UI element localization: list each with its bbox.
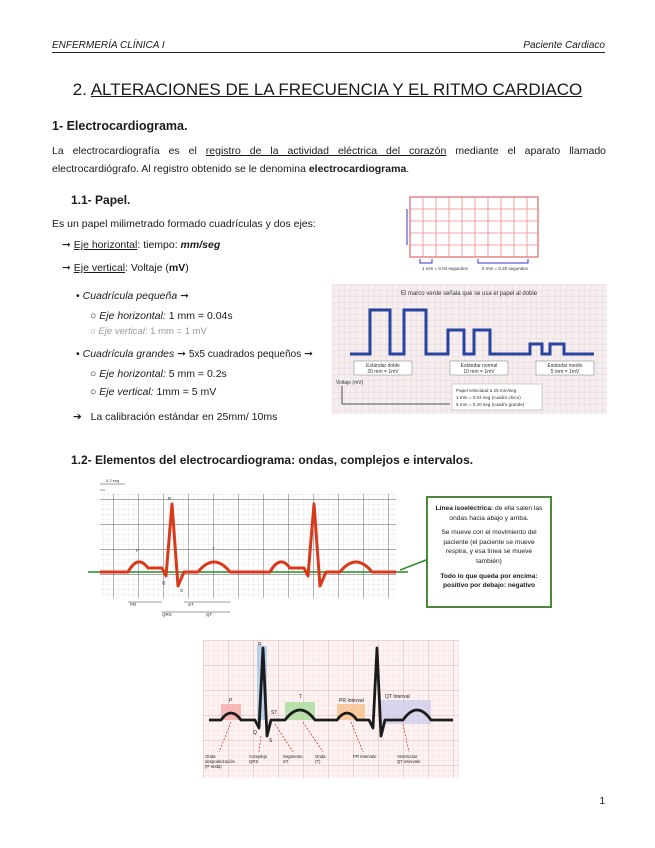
wave-label-t: T bbox=[212, 546, 215, 551]
paper-right-label: 5 mm = 0.20 segundos bbox=[482, 266, 528, 271]
label-t: T bbox=[299, 694, 303, 700]
section-1-1-heading: 1.1- Papel. bbox=[71, 193, 131, 207]
arrow-icon: ➞ bbox=[62, 239, 71, 251]
svg-text:QRS: QRS bbox=[249, 759, 259, 764]
svg-text:Ventricular: Ventricular bbox=[397, 754, 418, 759]
callout-connector bbox=[400, 556, 430, 576]
svg-text:5 mm = 1mV: 5 mm = 1mV bbox=[550, 369, 580, 375]
calib-box-1: Estándar doble bbox=[366, 363, 400, 369]
interval-qrs: QRS bbox=[162, 612, 172, 617]
interval-st: ST bbox=[188, 602, 194, 607]
section-1-2-heading: 1.2- Elementos del electrocardiograma: ondas, complejos e intervalos. bbox=[71, 453, 474, 467]
calib-box-3: Estándar medio bbox=[547, 363, 583, 369]
svg-text:0.2 seg: 0.2 seg bbox=[106, 478, 120, 483]
svg-text:despolarización: despolarización bbox=[205, 759, 235, 764]
arrow-right-icon: ➔ bbox=[73, 411, 82, 423]
axis-vertical-line: ➞ Eje vertical: Voltaje (mV) bbox=[62, 262, 189, 274]
ecg-waves-figure bbox=[203, 640, 459, 778]
arrow-icon: ➞ bbox=[177, 348, 186, 360]
wave-label-r: R bbox=[168, 496, 172, 501]
bullet-icon: • bbox=[76, 290, 80, 302]
calib-left-label: Voltaje (mV) bbox=[336, 380, 364, 386]
section-1-paragraph: La electrocardiografía es el registro de la actividad eléctrica del corazón mediante el aparato llamado electrocardiógrafo. Al registro obtenido se le denomina electrocardiograma. bbox=[52, 145, 606, 175]
wave-label-p: P bbox=[136, 548, 140, 553]
big-grid-horizontal: ○ Eje horizontal: 5 mm = 0.2s bbox=[90, 368, 227, 380]
svg-text:5 mm = 0.20 seg (cuadro grande: 5 mm = 0.20 seg (cuadro grande) bbox=[456, 402, 525, 407]
svg-text:PR intervalo: PR intervalo bbox=[353, 754, 377, 759]
label-pr: PR Interval bbox=[339, 698, 364, 704]
big-grid-vertical: ○ Eje vertical: 1mm = 5 mV bbox=[90, 386, 217, 398]
label-s: S bbox=[269, 738, 273, 744]
svg-text:20 mm = 1mV: 20 mm = 1mV bbox=[367, 369, 399, 375]
paper-intro: Es un papel milimetrado formado cuadrículas y dos ejes: bbox=[52, 218, 316, 230]
arrow-icon: ➞ bbox=[62, 262, 71, 274]
circle-bullet-icon: ○ bbox=[90, 386, 97, 398]
circle-bullet-icon: ○ bbox=[90, 310, 97, 322]
svg-text:(T): (T) bbox=[315, 759, 321, 764]
svg-text:Onda: Onda bbox=[205, 754, 216, 759]
arrow-icon: ➞ bbox=[304, 348, 313, 360]
svg-text:10 mm = 1mV: 10 mm = 1mV bbox=[463, 369, 495, 375]
svg-text:QT intervalo: QT intervalo bbox=[397, 759, 421, 764]
calibration-note: ➔ La calibración estándar en 25mm/ 10ms bbox=[73, 411, 278, 423]
interval-pr: PR bbox=[130, 602, 137, 607]
svg-text:1 mm = 0.04 seg (cuadro chico): 1 mm = 0.04 seg (cuadro chico) bbox=[456, 395, 521, 400]
small-grid-item: • Cuadrícula pequeña ➞ bbox=[76, 290, 189, 302]
calib-bottom-label: Papel velocidad a 25 mm/seg bbox=[456, 388, 517, 393]
arrow-icon: ➞ bbox=[180, 290, 189, 302]
calib-box-2: Estándar normal bbox=[460, 363, 498, 369]
page-title: 2. ALTERACIONES DE LA FRECUENCIA Y EL RITMO CARDIACO bbox=[72, 80, 583, 99]
paper-grid-figure bbox=[404, 195, 542, 273]
isoelectric-callout: Línea isoeléctrica: de ella salen las ondas hacia abajo y arriba. Se mueve con el movimiento del paciente (el paciente se mueve respira, y esa línea se mueve también) Todo lo que queda por encima: positivo por debajo: negativo bbox=[426, 496, 552, 608]
bullet-icon: • bbox=[76, 348, 80, 360]
small-grid-horizontal: ○ Eje horizontal: 1 mm = 0.04s bbox=[90, 310, 233, 322]
svg-text:Segmento: Segmento bbox=[283, 754, 303, 759]
axis-horizontal-line: ➞ Eje horizontal: tiempo: mm/seg bbox=[62, 239, 221, 251]
circle-bullet-icon: ○ bbox=[90, 326, 96, 337]
label-qt: QT Interval bbox=[385, 694, 410, 700]
calib-top-label: El marco verde señala que se usa el papel al doble bbox=[400, 291, 538, 297]
wave-label-q: Q bbox=[162, 580, 166, 585]
label-st: ST bbox=[271, 710, 278, 716]
label-p: P bbox=[229, 698, 233, 704]
paper-left-label: 1 mm = 0.04 segundos bbox=[422, 266, 468, 271]
section-1-heading: 1- Electrocardiograma. bbox=[52, 119, 188, 133]
interval-qt: QT bbox=[206, 612, 213, 617]
label-q: Q bbox=[253, 730, 257, 736]
page-number: 1 bbox=[599, 796, 605, 807]
label-r: R bbox=[258, 642, 262, 648]
svg-text:Complejo: Complejo bbox=[249, 754, 268, 759]
wave-label-s: S bbox=[180, 588, 184, 593]
svg-text:ST: ST bbox=[283, 759, 289, 764]
big-grid-item: • Cuadrícula grandes ➞ 5x5 cuadrados pequeños ➞ bbox=[76, 348, 313, 360]
header-divider bbox=[52, 52, 605, 53]
pr-highlight bbox=[337, 704, 365, 720]
svg-text:Onda: Onda bbox=[315, 754, 326, 759]
small-grid-vertical: ○ Eje vertical: 1 mm = 1 mV bbox=[90, 326, 207, 337]
header-left: ENFERMERÍA CLÍNICA I bbox=[52, 40, 165, 51]
ecg-annotated-figure bbox=[88, 474, 408, 624]
calibration-figure bbox=[332, 284, 607, 414]
circle-bullet-icon: ○ bbox=[90, 368, 97, 380]
svg-text:(P-onda): (P-onda) bbox=[205, 764, 222, 769]
header-right: Paciente Cardiaco bbox=[523, 40, 605, 51]
